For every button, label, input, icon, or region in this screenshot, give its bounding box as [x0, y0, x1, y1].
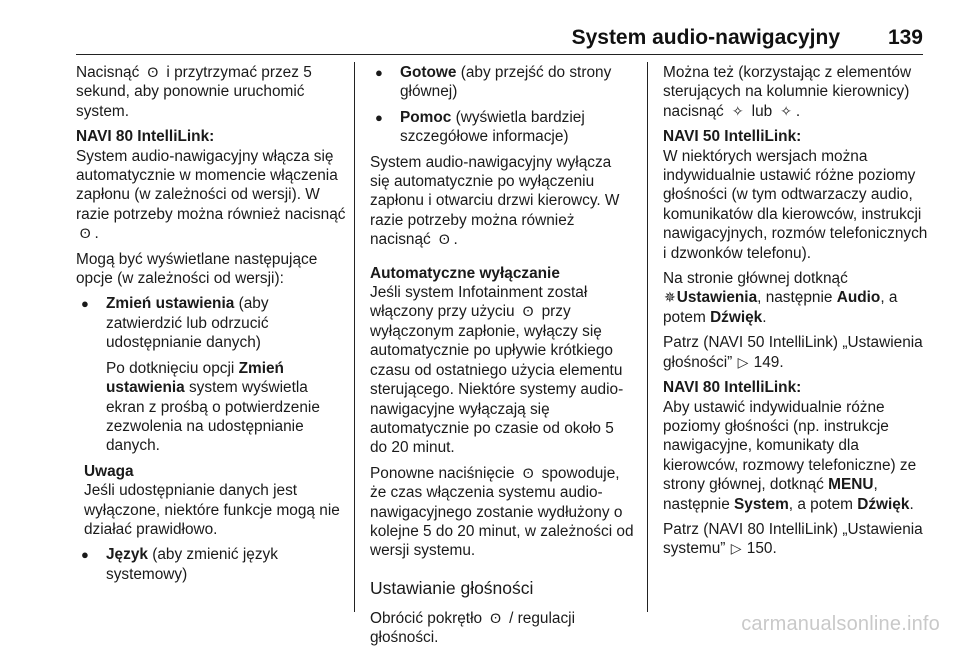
- subheading: NAVI 80 IntelliLink:: [663, 379, 802, 397]
- note-text: Jeśli udostępnianie danych jest wyłączone, niektóre funkcje mogą nie działać prawidłowo.: [84, 482, 340, 538]
- power-icon: ʘ: [436, 231, 453, 248]
- column-1: [76, 63, 346, 590]
- power-icon: ʘ: [519, 464, 537, 481]
- header-rule: [76, 54, 923, 55]
- paragraph: Patrz (NAVI 50 IntelliLink) „Ustawienia głośności” ▷ 149.: [663, 334, 923, 371]
- column-divider: [647, 62, 648, 612]
- paragraph: Patrz (NAVI 80 IntelliLink) „Ustawienia systemu” ▷ 150.: [663, 520, 923, 558]
- watermark: carmanualsonline.info: [741, 613, 940, 635]
- paragraph: System audio-nawigacyjny wyłącza się automatycznie po wyłączeniu zapłonu i otwarciu drzwi kierowcy. W razie potrzeby można również nacisnąć ʘ .: [370, 153, 620, 249]
- paragraph: Nacisnąć ʘ i przytrzymać przez 5 sekund, aby ponownie uruchomić system.: [76, 64, 312, 120]
- volume-up-icon: ✧: [729, 102, 747, 119]
- paragraph: System audio-nawigacyjny włącza się automatycznie w momencie włączenia zapłonu (w zależności od wersji). W razie potrzeby można również nacisnąć ʘ .: [76, 147, 346, 243]
- subheading: Automatyczne wyłączanie: [370, 264, 560, 282]
- list-item: ● Pomoc (wyświetla bardziej szczegółowe informacje): [370, 108, 635, 147]
- page-header: [0, 0, 960, 58]
- power-icon: ʘ: [519, 303, 537, 320]
- column-divider: [354, 62, 355, 612]
- option-list: [370, 63, 635, 147]
- page-reference-icon: ▷: [737, 353, 749, 370]
- volume-down-icon: ✧: [777, 102, 795, 119]
- page-reference-icon: ▷: [730, 540, 742, 557]
- section-title: Ustawianie głośności: [370, 577, 534, 598]
- list-item: ● Zmień ustawienia (aby zatwierdzić lub odrzucić udostępnianie danych) Po dotknięciu opcji Zmień ustawienia system wyświetla ekran z prośbą o potwierdzenie zezwolenia na udostępnianie danych.: [76, 294, 346, 455]
- paragraph: Obrócić pokrętło ʘ / regulacji głośności.: [370, 609, 575, 647]
- paragraph: Mogą być wyświetlane następujące opcje (w zależności od wersji):: [76, 250, 318, 288]
- page-number: 139: [887, 26, 923, 49]
- list-item: ● Język (aby zmienić język systemowy): [76, 545, 346, 584]
- subheading: NAVI 50 IntelliLink:: [663, 128, 802, 146]
- subheading: NAVI 80 IntelliLink:: [76, 128, 215, 146]
- power-icon: ʘ: [77, 225, 94, 242]
- power-knob-icon: ʘ: [487, 609, 504, 626]
- power-icon: ʘ: [144, 64, 162, 80]
- paragraph: W niektórych wersjach można indywidualnie ustawić różne poziomy głośności (w tym odtwarzaczy audio, komunikatów dla kierowców, instrukcji nawigacyjnych, rozmów telefonicznych i dzwonków telefonu).: [663, 147, 928, 262]
- paragraph: Aby ustawić indywidualnie różne poziomy głośności (np. instrukcje nawigacyjne, komunikaty dla kierowców, rozmowy telefoniczne) ze strony głównej, dotknąć MENU, następnie System, a potem Dźwięk.: [663, 398, 917, 513]
- gear-icon: ✵: [664, 289, 676, 306]
- page-title: System audio-nawigacyjny: [571, 26, 840, 49]
- option-list: [76, 545, 346, 584]
- note-label: Uwaga: [84, 462, 134, 480]
- paragraph: Można też (korzystając z elementów sterujących na kolumnie kierownicy) nacisnąć ✧ lub ✧ .: [663, 64, 912, 120]
- column-2: [370, 63, 635, 654]
- list-item: ● Gotowe (aby przejść do strony głównej): [370, 63, 635, 102]
- option-list: [76, 294, 346, 455]
- note: [76, 462, 346, 540]
- paragraph: Ponowne naciśnięcie ʘ spowoduje, że czas włączenia systemu audio-nawigacyjnego zostanie wydłużony o kolejne 5 do 20 minut, w zależności od wersji systemu.: [370, 464, 634, 560]
- column-3: [663, 63, 928, 565]
- paragraph: Jeśli system Infotainment został włączony przy użyciu ʘ przy wyłączonym zapłonie, wyłączy się automatycznie po upływie krótkiego czasu od ostatniego użycia elementu sterującego. Niektóre systemy audio-nawigacyjne wyłączają się automatycznie po czasie od około 5 do 20 minut.: [370, 284, 624, 457]
- paragraph: Na stronie głównej dotknąć ✵Ustawienia, następnie Audio, a potem Dźwięk.: [663, 270, 898, 326]
